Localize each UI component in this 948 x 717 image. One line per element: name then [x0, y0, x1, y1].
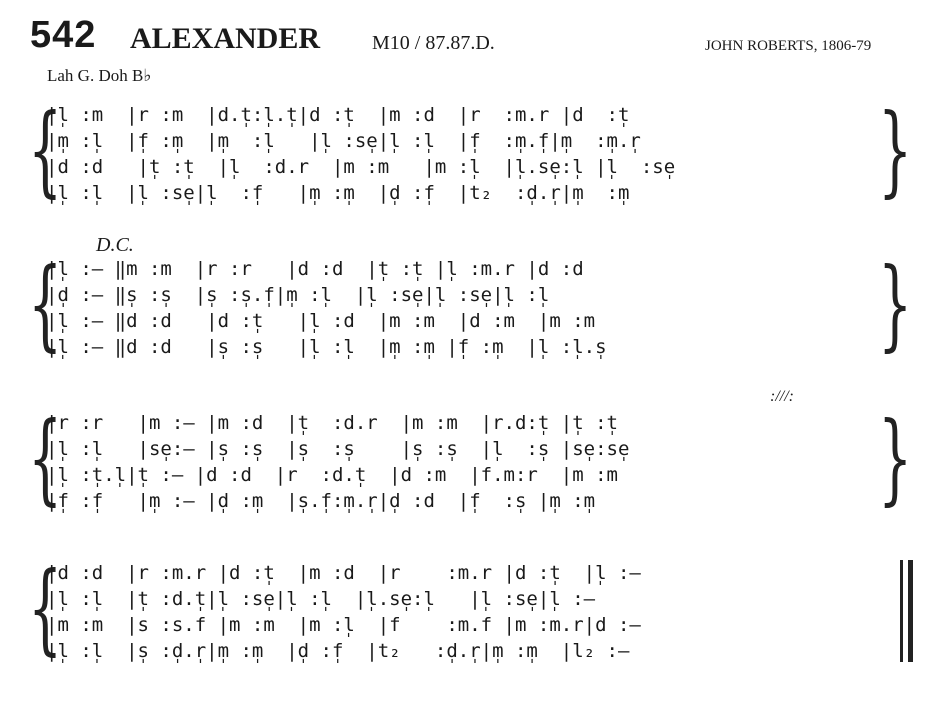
tenor-line: |m :m |s :s.f |m :m |m :l̩ |f :m.f |m :m.r|d :— — [46, 614, 641, 636]
soprano-line: |r :r |m :— |m :d |t̩ :d.r |m :m |r.d:t̩ |t̩ :t̩ — [46, 412, 618, 434]
right-brace-icon: } — [877, 248, 912, 362]
bass-line: |f̩ :f̩ |m̩ :— |d̩ :m̩ |s̩.f̩:m̩.r̩|d̩ :d |f̩ :s̩ |m̩ :m̩ — [46, 490, 596, 512]
alto-line: |d̩ :— ‖s̩ :s̩ |s̩ :s̩.f̩|m̩ :l̩ |l̩ :se̩|l̩ :se̩|l̩ :l̩ — [46, 284, 550, 306]
alto-line: |m̩ :l̩ |f̩ :m̩ |m̩ :l̩ |l̩ :se̩|l̩ :l̩ |f̩ :m̩.f̩|m̩ :m̩.r̩ — [46, 130, 641, 152]
hymn-title: ALEXANDER — [130, 22, 321, 55]
music-system-1 — [0, 94, 948, 210]
tenor-line: |l̩ :— ‖d :d |d :t̩ |l̩ :d |m :m |d :m |m :m — [46, 310, 596, 332]
meter-label: M10 / 87.87.D. — [372, 32, 495, 54]
music-system-4 — [0, 552, 948, 668]
soprano-line: |l̩ :— ‖m :m |r :r |d :d |t̩ :t̩ |l̩ :m.r |d :d — [46, 258, 584, 280]
tenor-line: |d :d |t̩ :t̩ |l̩ :d.r |m :m |m :l̩ |l̩.se̩:l̩ |l̩ :se̩ — [46, 156, 676, 178]
alto-line: |l̩ :l̩ |t̩ :d.t̩|l̩ :se̩|l̩ :l̩ |l̩.se̩:l̩ |l̩ :se̩|l̩ :— — [46, 588, 596, 610]
music-system-2 — [0, 248, 948, 364]
left-brace-icon: { — [28, 248, 63, 362]
soprano-line: |d :d |r :m.r |d :t̩ |m :d |r :m.r |d :t̩ |l̩ :— — [46, 562, 641, 584]
hymn-number: 542 — [30, 14, 97, 56]
bass-line: |l̩ :— ‖d :d |s̩ :s̩ |l̩ :l̩ |m̩ :m̩ |f̩ :m̩ |l̩ :l̩.s̩ — [46, 336, 607, 358]
left-brace-icon: { — [28, 552, 63, 666]
dc-mark: D.C. — [96, 234, 134, 256]
tenor-line: |l̩ :t̩.l̩|t̩ :— |d :d |r :d.t̩ |d :m |f.m:r |m :m — [46, 464, 618, 486]
final-barline — [900, 560, 913, 662]
key-signature: Lah G. Doh B♭ — [47, 66, 152, 85]
soprano-line: |l̩ :m |r :m |d.t̩:l̩.t̩|d :t̩ |m :d |r :m.r |d :t̩ — [46, 104, 630, 126]
right-brace-icon: } — [877, 402, 912, 516]
bass-line: |l̩ :l̩ |s̩ :d̩.r̩|m̩ :m̩ |d̩ :f̩ |t₂ :d̩.r̩|m̩ :m̩ |l₂ :— — [46, 640, 630, 662]
music-system-3 — [0, 402, 948, 518]
alto-line: |l̩ :l̩ |se̩:— |s̩ :s̩ |s̩ :s̩ |s̩ :s̩ |l̩ :s̩ |se̩:se̩ — [46, 438, 630, 460]
left-brace-icon: { — [28, 94, 63, 208]
bass-line: |l̩ :l̩ |l̩ :se̩|l̩ :f̩ |m̩ :m̩ |d̩ :f̩ |t₂ :d̩.r̩|m̩ :m̩ — [46, 182, 630, 204]
right-brace-icon: } — [877, 94, 912, 208]
left-brace-icon: { — [28, 402, 63, 516]
repeat-mark: :///: — [770, 388, 794, 405]
composer-label: JOHN ROBERTS, 1806-79 — [705, 38, 872, 54]
